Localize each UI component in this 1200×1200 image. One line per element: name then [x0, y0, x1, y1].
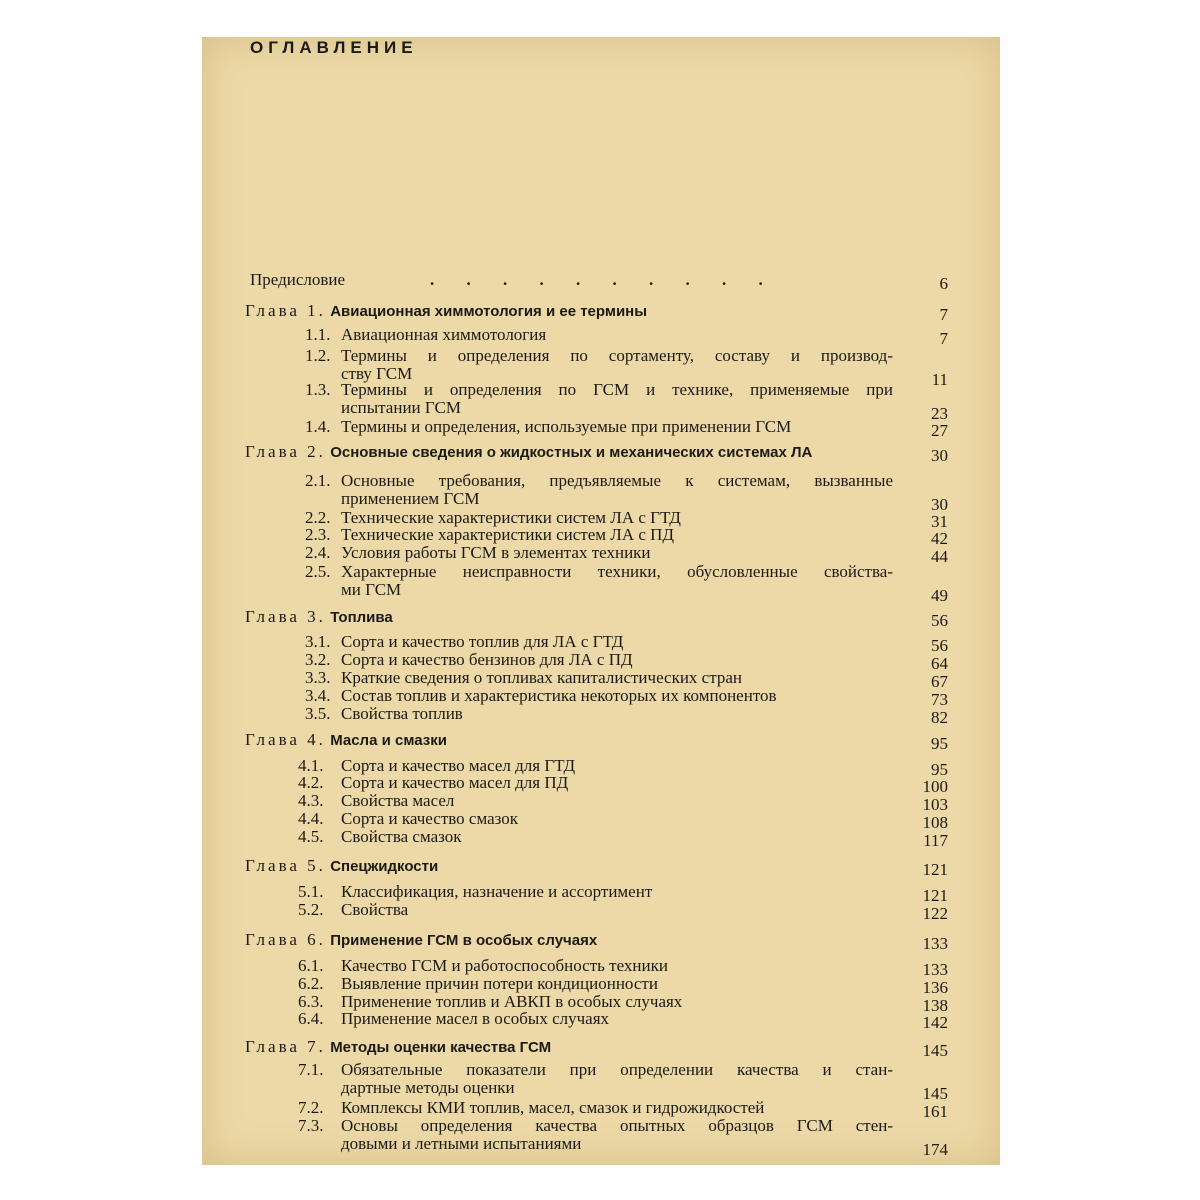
- section-title-line: Условия работы ГСМ в элементах техники: [341, 543, 651, 562]
- chapter-heading: [245, 857, 438, 876]
- section-page-number: 174: [922, 1140, 948, 1159]
- chapter-prefix: Глава 5.: [245, 856, 326, 875]
- chapter-page-number: 30: [931, 446, 948, 465]
- section-page-number: 103: [922, 795, 948, 814]
- section-number: 4.5.: [298, 827, 324, 846]
- chapter-page-number: 133: [922, 934, 948, 953]
- section-number: 4.1.: [298, 756, 324, 775]
- chapter-page-number: 121: [922, 860, 948, 879]
- section-page-number: 64: [931, 654, 948, 673]
- chapter-title: Основные сведения о жидкостных и механических системах ЛА: [330, 444, 813, 461]
- section-title-line: Термины и определения, используемые при применении ГСМ: [341, 417, 792, 436]
- section-number: 5.2.: [298, 900, 324, 919]
- section-number: 6.4.: [298, 1009, 324, 1028]
- section-title-line: Свойства смазок: [341, 827, 462, 846]
- chapter-prefix: Глава 2.: [245, 442, 326, 461]
- section-page-number: 136: [922, 978, 948, 997]
- preface-label: Предисловие: [250, 270, 346, 289]
- section-number: 7.3.: [298, 1116, 324, 1135]
- section-number: 6.1.: [298, 956, 324, 975]
- section-page-number: 145: [922, 1084, 948, 1103]
- section-page-number: 31: [931, 512, 948, 531]
- section-number: 7.1.: [298, 1060, 324, 1079]
- section-title-line: Выявление причин потери кондиционности: [341, 974, 658, 993]
- toc-heading: ОГЛАВЛЕНИЕ: [250, 38, 418, 57]
- section-title-line: Применение масел в особых случаях: [341, 1009, 610, 1028]
- section-number: 4.3.: [298, 791, 324, 810]
- section-number: 2.2.: [305, 508, 331, 527]
- chapter-prefix: Глава 1.: [245, 301, 326, 320]
- chapter-heading: [245, 1038, 551, 1057]
- section-title-line: Характерные неисправности техники, обусловленные свойства-: [341, 562, 893, 581]
- chapter-title: Масла и смазки: [330, 732, 447, 749]
- section-number: 1.1.: [305, 325, 331, 344]
- chapter-title: Методы оценки качества ГСМ: [330, 1039, 552, 1056]
- section-title-line: Основные требования, предъявляемые к системам, вызванные: [341, 471, 893, 490]
- section-number: 4.4.: [298, 809, 324, 828]
- section-number: 2.3.: [305, 525, 331, 544]
- section-number: 2.1.: [305, 471, 331, 490]
- section-number: 1.2.: [305, 346, 331, 365]
- section-title-line: Сорта и качество топлив для ЛА с ГТД: [341, 632, 624, 651]
- section-title-line: Состав топлив и характеристика некоторых их компонентов: [341, 686, 777, 705]
- section-number: 3.5.: [305, 704, 331, 723]
- section-page-number: 161: [922, 1102, 948, 1121]
- chapter-title: Спецжидкости: [330, 858, 439, 875]
- section-page-number: 142: [922, 1013, 948, 1032]
- section-title-line: довыми и летными испытаниями: [341, 1134, 582, 1153]
- chapter-title: Топлива: [330, 609, 393, 626]
- chapter-page-number: 7: [939, 305, 948, 324]
- section-number: 1.3.: [305, 380, 331, 399]
- section-page-number: 122: [922, 904, 948, 923]
- section-page-number: 67: [931, 672, 948, 691]
- section-title-line: Сорта и качество масел для ПД: [341, 773, 569, 792]
- section-page-number: 7: [939, 329, 948, 348]
- chapter-page-number: 56: [931, 611, 948, 630]
- section-title-line: Сорта и качество бензинов для ЛА с ПД: [341, 650, 633, 669]
- section-title-line: Свойства масел: [341, 791, 455, 810]
- chapter-title: Применение ГСМ в особых случаях: [330, 932, 598, 949]
- section-number: 2.5.: [305, 562, 331, 581]
- section-title-line: применением ГСМ: [341, 489, 480, 508]
- section-number: 2.4.: [305, 543, 331, 562]
- section-page-number: 23: [931, 404, 948, 423]
- section-number: 4.2.: [298, 773, 324, 792]
- chapter-title: Авиационная химмотология и ее термины: [330, 303, 648, 320]
- section-title-line: Свойства: [341, 900, 409, 919]
- section-title-line: Основы определения качества опытных образцов ГСМ стен-: [341, 1116, 893, 1135]
- section-page-number: 121: [922, 886, 948, 905]
- section-number: 3.3.: [305, 668, 331, 687]
- chapter-heading: [245, 931, 597, 950]
- section-title-line: Авиационная химмотология: [341, 325, 547, 344]
- section-page-number: 82: [931, 708, 948, 727]
- chapter-prefix: Глава 7.: [245, 1037, 326, 1056]
- chapter-page-number: 95: [931, 734, 948, 753]
- section-title-line: Краткие сведения о топливах капиталистических стран: [341, 668, 743, 687]
- section-page-number: 56: [931, 636, 948, 655]
- section-title-line: ми ГСМ: [341, 580, 402, 599]
- section-page-number: 27: [931, 421, 948, 440]
- section-title-line: Технические характеристики систем ЛА с ГТД: [341, 508, 681, 527]
- chapter-heading: [245, 731, 447, 750]
- section-title-line: Термины и определения по сортаменту, составу и производ-: [341, 346, 893, 365]
- section-number: 6.3.: [298, 992, 324, 1011]
- chapter-prefix: Глава 4.: [245, 730, 326, 749]
- section-title-line: Технические характеристики систем ЛА с ПД: [341, 525, 675, 544]
- chapter-heading: [245, 608, 393, 627]
- section-title-line: испытании ГСМ: [341, 398, 461, 417]
- section-page-number: 108: [922, 813, 948, 832]
- section-page-number: 42: [931, 529, 948, 548]
- chapter-heading: [245, 443, 812, 462]
- section-number: 1.4.: [305, 417, 331, 436]
- section-number: 6.2.: [298, 974, 324, 993]
- section-title-line: Классификация, назначение и ассортимент: [341, 882, 653, 901]
- chapter-prefix: Глава 3.: [245, 607, 326, 626]
- section-page-number: 30: [931, 495, 948, 514]
- section-page-number: 95: [931, 760, 948, 779]
- preface-page-number: 6: [939, 274, 948, 293]
- section-page-number: 44: [931, 547, 948, 566]
- chapter-heading: [245, 302, 647, 321]
- section-page-number: 133: [922, 960, 948, 979]
- section-title-line: Применение топлив и АВКП в особых случаях: [341, 992, 683, 1011]
- dot-leader: . . . . . . . . . .: [430, 270, 777, 289]
- section-number: 3.2.: [305, 650, 331, 669]
- chapter-page-number: 145: [922, 1041, 948, 1060]
- section-page-number: 49: [931, 586, 948, 605]
- section-page-number: 100: [922, 777, 948, 796]
- chapter-prefix: Глава 6.: [245, 930, 326, 949]
- section-page-number: 73: [931, 690, 948, 709]
- section-title-line: Обязательные показатели при определении качества и стан-: [341, 1060, 893, 1079]
- section-page-number: 117: [923, 831, 948, 850]
- section-title-line: ству ГСМ: [341, 364, 413, 383]
- section-title-line: Термины и определения по ГСМ и технике, применяемые при: [341, 380, 893, 399]
- section-number: 7.2.: [298, 1098, 324, 1117]
- section-number: 3.4.: [305, 686, 331, 705]
- section-title-line: Комплексы КМИ топлив, масел, смазок и гидрожидкостей: [341, 1098, 765, 1117]
- section-title-line: Свойства топлив: [341, 704, 463, 723]
- section-title-line: Качество ГСМ и работоспособность техники: [341, 956, 668, 975]
- section-title-line: Сорта и качество смазок: [341, 809, 519, 828]
- section-title-line: Сорта и качество масел для ГТД: [341, 756, 576, 775]
- section-number: 5.1.: [298, 882, 324, 901]
- section-number: 3.1.: [305, 632, 331, 651]
- section-page-number: 138: [922, 996, 948, 1015]
- section-page-number: 11: [931, 370, 948, 389]
- section-title-line: дартные методы оценки: [341, 1078, 515, 1097]
